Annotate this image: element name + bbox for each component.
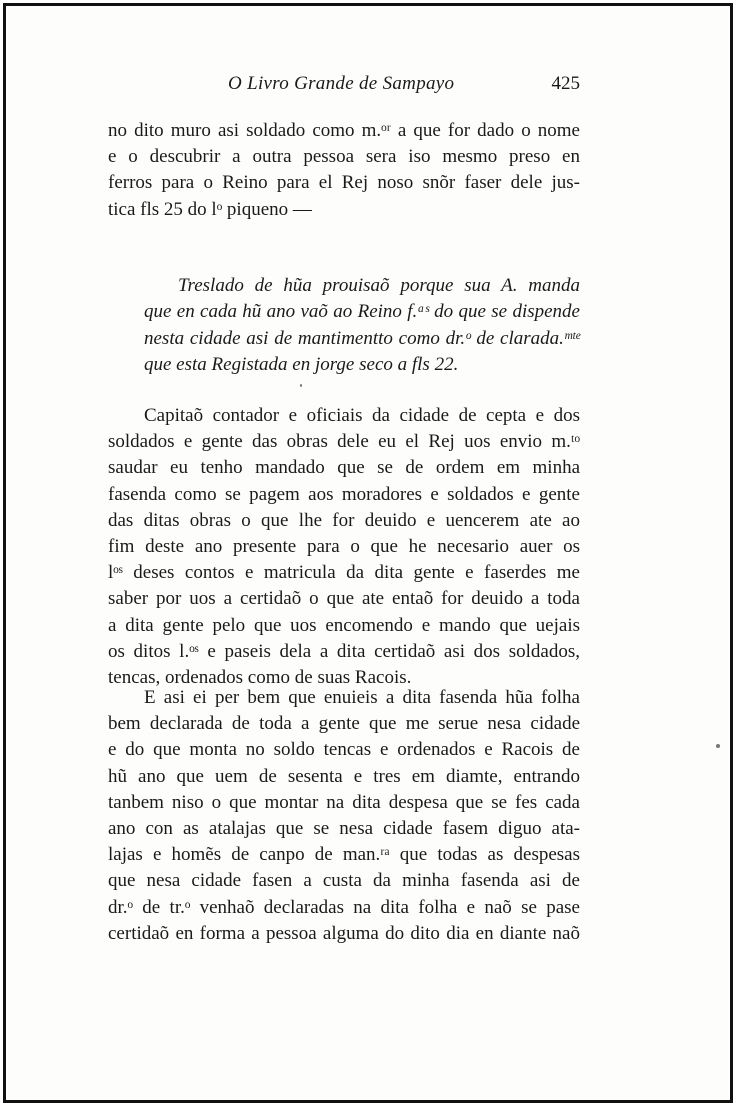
rubric-line: nesta cidade asi de mantimentto como dr.ᵒ de clarada.ᵐᵗᵉ xyxy=(144,327,580,349)
text-line: Capitaõ contador e oficiais da cidade de cepta e dos xyxy=(144,405,580,426)
text-line: a dita gente pelo que uos encomendo e mando que uejais xyxy=(108,614,580,636)
text-line: E asi ei per bem que enuieis a dita fasenda hũa folha xyxy=(144,687,580,708)
text-line: lᵒˢ deses contos e matricula da dita gente e faserdes me xyxy=(108,562,580,584)
paragraph-continuation xyxy=(108,118,580,223)
paragraph-letter-continuation xyxy=(108,685,580,947)
rubric-line: que esta Registada en jorge seco a fls 22. xyxy=(144,354,459,376)
text-line: fim deste ano presente para o que he necesario auer os xyxy=(108,536,580,558)
rubric-line: Treslado de hũa prouisaõ porque sua A. manda xyxy=(178,275,580,296)
text-line: que nesa cidade fasen a custa da minha fasenda asi de xyxy=(108,870,580,892)
text-line: das ditas obras o que lhe for deuido e uencerem ate ao xyxy=(108,509,580,531)
scan-speck xyxy=(300,384,302,387)
text-line: os ditos l.ᵒˢ e paseis dela a dita certidaõ asi dos soldados, xyxy=(108,640,580,662)
scan-speck xyxy=(716,744,720,748)
text-line: ano con as atalajas que se nesa cidade fasem diguo ata- xyxy=(108,818,580,840)
paragraph-letter-opening xyxy=(108,403,580,691)
text-line: no dito muro asi soldado como m.ᵒʳ a que for dado o nome xyxy=(108,120,580,141)
rubric-line: que en cada hũ ano vaõ ao Reino f.ᵃˢ do que se dispende xyxy=(144,301,580,323)
text-line: e do que monta no soldo tencas e ordenados e Racois de xyxy=(108,739,580,761)
text-line: tica fls 25 do lᵒ piqueno — xyxy=(108,198,312,220)
document-rubric xyxy=(144,273,580,379)
text-line: soldados e gente das obras dele eu el Rej uos envio m.ᵗᵒ xyxy=(108,431,580,453)
running-title: O Livro Grande de Sampayo xyxy=(228,73,455,94)
text-line: hũ ano que uem de sesenta e tres em diamte, entrando xyxy=(108,765,580,787)
text-line: saudar eu tenho mandado que se de ordem em minha xyxy=(108,457,580,479)
text-line: certidaõ en forma a pessoa alguma do dito dia en diante naõ xyxy=(108,922,580,944)
text-line: e o descubrir a outra pessoa sera iso mesmo preso en xyxy=(108,146,580,168)
text-line: tanbem niso o que montar na dita despesa que se fes cada xyxy=(108,791,580,813)
text-line: bem declarada de toda a gente que me serue nesa cidade xyxy=(108,713,580,735)
text-line: dr.ᵒ de tr.ᵒ venhaõ declaradas na dita folha e naõ se pase xyxy=(108,896,580,918)
text-line: fasenda como se pagem aos moradores e soldados e gente xyxy=(108,483,580,505)
running-header xyxy=(108,73,580,103)
text-line: lajas e homẽs de canpo de man.ʳᵃ que todas as despesas xyxy=(108,844,580,866)
text-line: saber por uos a certidaõ o que ate entaõ for deuido a toda xyxy=(108,588,580,610)
text-line: ferros para o Reino para el Rej noso snõr faser dele jus- xyxy=(108,172,580,194)
page-number: 425 xyxy=(551,73,580,94)
text-line: tencas, ordenados como de suas Racois. xyxy=(108,667,412,689)
